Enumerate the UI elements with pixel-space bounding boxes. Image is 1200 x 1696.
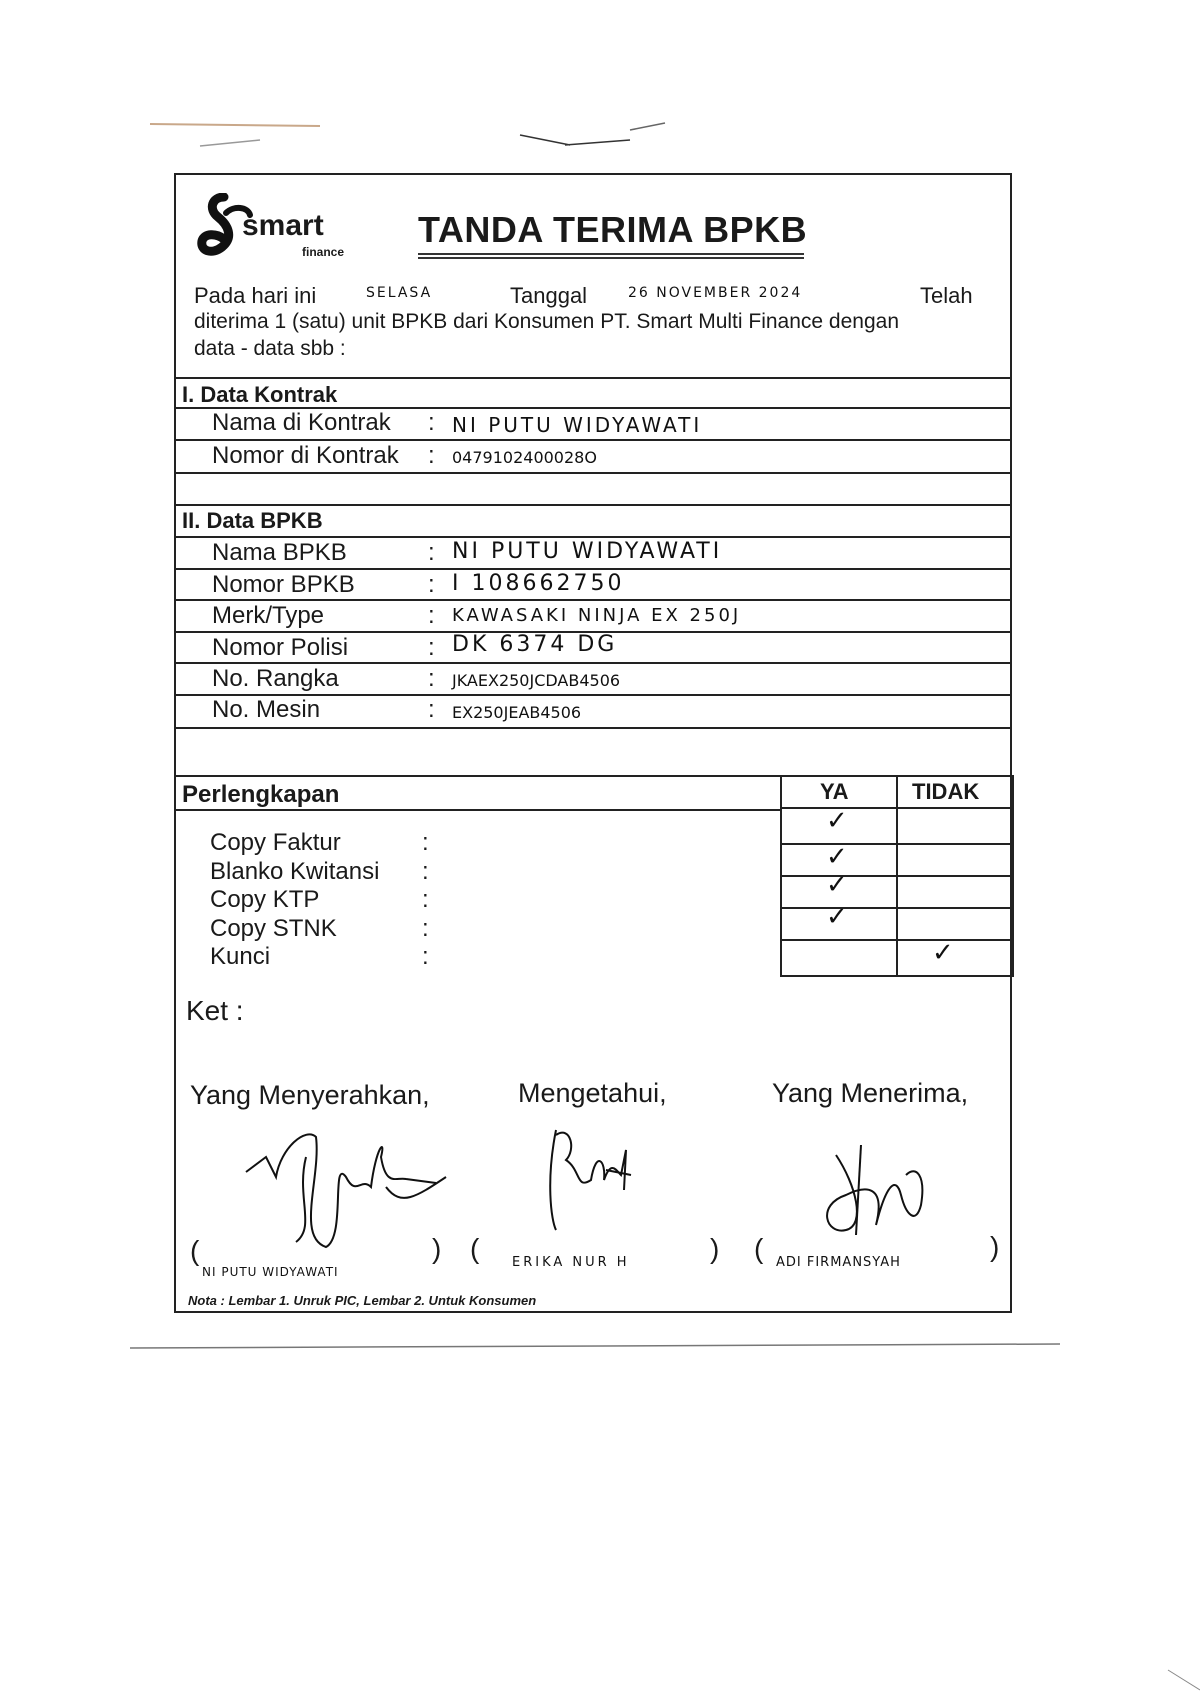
paren-open: ( [754,1233,764,1264]
colon: : [422,943,429,970]
section-heading-bpkb: II. Data BPKB [182,508,323,533]
label-nomor-kontrak: Nomor di Kontrak [212,442,399,469]
value-nomor-bpkb: I 108662750 [452,571,625,596]
label-merk-type: Merk/Type [212,602,325,629]
sig-name-menerima: ADI FIRMANSYAH [776,1255,901,1270]
label-no-rangka: No. Rangka [212,665,339,692]
check-ya-kwitansi: ✓ [826,841,848,871]
grid-divider [782,907,1012,909]
colon: : [428,442,435,469]
logo-sub-text: finance [302,245,345,259]
page-title: TANDA TERIMA BPKB [418,209,808,250]
check-ya-ktp: ✓ [826,869,848,899]
colon: : [428,409,435,436]
receipt-form [174,173,1012,1313]
signature-menyerahkan [236,1117,456,1257]
value-nomor-polisi: DK 6374 DG [452,632,618,657]
signature-menerima [806,1125,946,1245]
item-kunci: Kunci [210,943,271,970]
colon: : [422,829,429,856]
divider [176,472,1010,474]
ket-label: Ket : [186,995,244,1026]
colon: : [422,915,429,942]
intro-line1 [194,283,316,309]
paren-close: ) [710,1233,720,1264]
value-nama-bpkb: NI PUTU WIDYAWATI [452,539,723,564]
sig-label-menerima: Yang Menerima, [772,1078,969,1108]
smart-finance-logo [194,193,344,263]
checklist-grid [780,775,1014,977]
intro-telah: Telah [920,283,973,308]
intro-tanggal-value: 26 NOVEMBER 2024 [628,285,803,301]
check-ya-stnk: ✓ [826,901,848,931]
value-no-mesin: EX250JEAB4506 [452,703,582,722]
divider [176,809,782,811]
intro-line2: diterima 1 (satu) unit BPKB dari Konsumen PT. Smart Multi Finance dengan [194,310,899,333]
value-no-rangka: JKAEX250JCDAB4506 [452,671,621,690]
grid-divider [782,807,1012,809]
divider [176,662,1010,664]
paren-open: ( [190,1235,200,1266]
item-blanko-kwitansi: Blanko Kwitansi [210,858,380,885]
title-underline [418,253,804,255]
label-nama-kontrak: Nama di Kontrak [212,409,391,436]
item-copy-ktp: Copy KTP [210,886,320,913]
divider [176,568,1010,570]
label-no-mesin: No. Mesin [212,696,321,723]
item-copy-stnk: Copy STNK [210,915,337,942]
sig-name-mengetahui: ERIKA NUR H [512,1255,630,1270]
divider [176,599,1010,601]
colon: : [428,634,435,661]
divider [176,377,1010,379]
colon: : [428,539,435,566]
label-nomor-bpkb: Nomor BPKB [212,571,355,598]
check-ya-faktur: ✓ [826,805,848,835]
label-nama-bpkb: Nama BPKB [212,539,347,566]
divider [176,536,1010,538]
colon: : [422,886,429,913]
section-heading-perlengkapan: Perlengkapan [182,781,340,808]
colon: : [428,696,435,723]
footer-note: Nota : Lembar 1. Unruk PIC, Lembar 2. Untuk Konsumen [188,1293,537,1308]
colon: : [428,665,435,692]
column-header-ya: YA [820,779,849,804]
paren-close: ) [990,1231,1000,1262]
item-copy-faktur: Copy Faktur [210,829,341,856]
divider [176,727,1010,729]
sig-label-mengetahui: Mengetahui, [518,1078,667,1108]
intro-tanggal-label: Tanggal [510,283,588,308]
title-underline-2 [418,257,804,259]
value-merk-type: KAWASAKI NINJA EX 250J [452,605,742,626]
intro-pada-hari-ini: Pada hari ini [194,283,317,308]
paren-close: ) [432,1233,442,1264]
column-header-tidak: TIDAK [912,779,980,804]
label-nomor-polisi: Nomor Polisi [212,634,349,661]
grid-divider [782,939,1012,941]
grid-divider [782,875,1012,877]
divider [176,504,1010,506]
colon: : [422,858,429,885]
colon: : [428,602,435,629]
check-tidak-kunci: ✓ [932,937,954,967]
section-heading-kontrak: I. Data Kontrak [182,382,338,407]
colon: : [428,571,435,598]
value-nomor-kontrak: 0479102400028O [452,448,597,467]
paren-open: ( [470,1233,480,1264]
value-nama-kontrak: NI PUTU WIDYAWATI [452,413,703,437]
grid-divider [782,843,1012,845]
sig-name-menyerahkan: NI PUTU WIDYAWATI [202,1265,339,1279]
sig-label-menyerahkan: Yang Menyerahkan, [190,1080,430,1110]
signature-mengetahui [536,1120,656,1240]
divider [176,439,1010,441]
logo-brand-text: smart [242,209,324,242]
intro-hari-value: SELASA [366,285,433,301]
intro-line3: data - data sbb : [194,337,346,360]
